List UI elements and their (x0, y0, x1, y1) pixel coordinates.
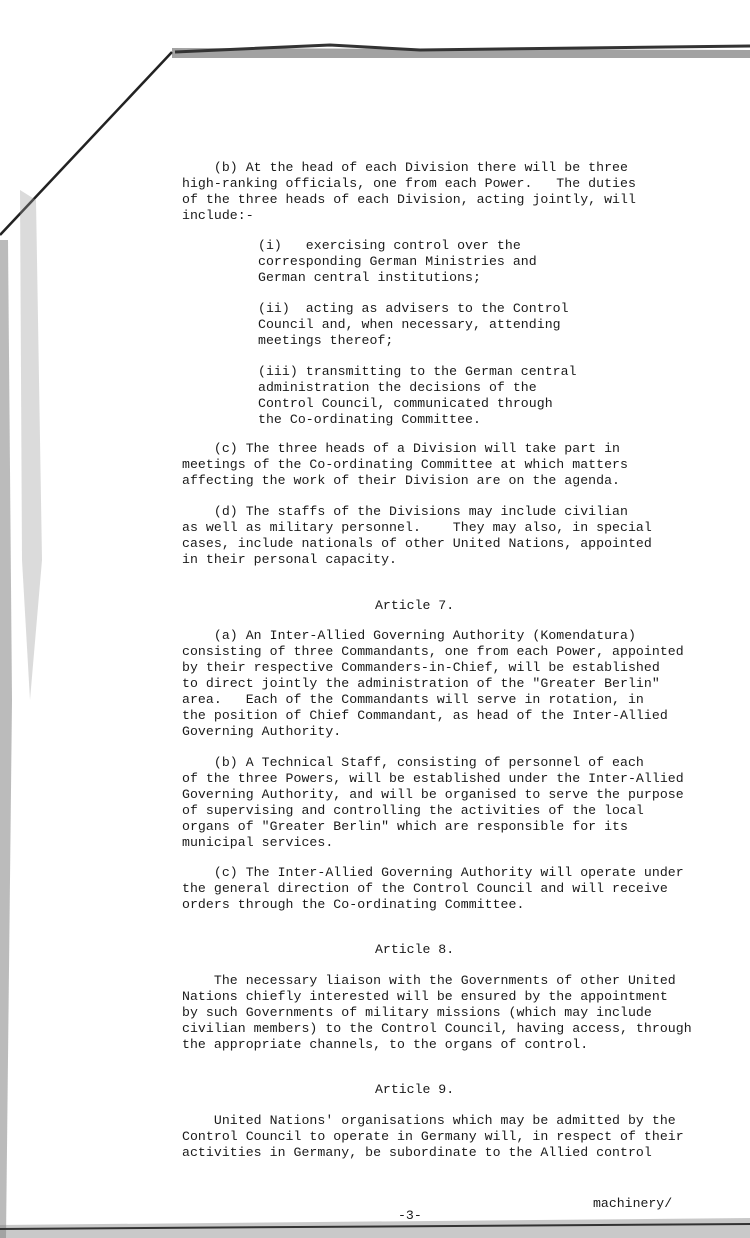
text-line: meetings of the Co-ordinating Committee at which matters (182, 457, 628, 472)
item-ii (258, 301, 569, 349)
text-line: administration the decisions of the (258, 380, 537, 395)
text-line: the Co-ordinating Committee. (258, 412, 481, 427)
text-line: (iii) transmitting to the German central (258, 364, 577, 379)
text-line: the position of Chief Commandant, as head of the Inter-Allied (182, 708, 668, 723)
text-line: (b) At the head of each Division there will be three (182, 160, 628, 175)
article-7-paragraph-a (182, 628, 684, 740)
text-line: of the three Powers, will be established under the Inter-Allied (182, 771, 684, 786)
text-line: (c) The Inter-Allied Governing Authority will operate under (182, 865, 684, 880)
article-9-heading: Article 9. (375, 1082, 455, 1097)
article-9-paragraph (182, 1113, 684, 1161)
text-line: to direct jointly the administration of the "Greater Berlin" (182, 676, 660, 691)
item-i (258, 238, 537, 286)
text-line: municipal services. (182, 835, 334, 850)
paragraph-c (182, 441, 628, 489)
article-7-heading: Article 7. (375, 598, 455, 613)
text-line: (d) The staffs of the Divisions may include civilian (182, 504, 628, 519)
text-line: civilian members) to the Control Council, having access, through (182, 1021, 692, 1036)
text-line: (a) An Inter-Allied Governing Authority (Komendatura) (182, 628, 636, 643)
text-line: (i) exercising control over the (258, 238, 521, 253)
text-line: consisting of three Commandants, one from each Power, appointed (182, 644, 684, 659)
text-line: the general direction of the Control Council and will receive (182, 881, 668, 896)
article-7-paragraph-b (182, 755, 684, 851)
text-line: meetings thereof; (258, 333, 394, 348)
text-line: (b) A Technical Staff, consisting of personnel of each (182, 755, 644, 770)
text-line: organs of "Greater Berlin" which are responsible for its (182, 819, 628, 834)
text-line: Governing Authority, and will be organised to serve the purpose (182, 787, 684, 802)
text-line: United Nations' organisations which may be admitted by the (182, 1113, 676, 1128)
text-line: as well as military personnel. They may also, in special (182, 520, 652, 535)
text-line: by such Governments of military missions (which may include (182, 1005, 652, 1020)
paragraph-b (182, 160, 636, 224)
text-line: of the three heads of each Division, acting jointly, will (182, 192, 636, 207)
page-number: -3- (398, 1208, 422, 1223)
text-line: cases, include nationals of other United Nations, appointed (182, 536, 652, 551)
text-line: Governing Authority. (182, 724, 342, 739)
text-line: the appropriate channels, to the organs of control. (182, 1037, 589, 1052)
text-line: The necessary liaison with the Governments of other United (182, 973, 676, 988)
text-line: (ii) acting as advisers to the Control (258, 301, 569, 316)
article-8-paragraph (182, 973, 692, 1053)
text-line: German central institutions; (258, 270, 481, 285)
text-line: of supervising and controlling the activities of the local (182, 803, 644, 818)
text-line: Nations chiefly interested will be ensured by the appointment (182, 989, 668, 1004)
text-line: Control Council, communicated through (258, 396, 553, 411)
text-line: Council and, when necessary, attending (258, 317, 561, 332)
article-7-paragraph-c (182, 865, 684, 913)
text-line: orders through the Co-ordinating Committee. (182, 897, 525, 912)
text-line: affecting the work of their Division are on the agenda. (182, 473, 621, 488)
text-line: area. Each of the Commandants will serve in rotation, in (182, 692, 644, 707)
catchword: machinery/ (593, 1196, 673, 1211)
text-line: include:- (182, 208, 254, 223)
article-8-heading: Article 8. (375, 942, 455, 957)
paragraph-d (182, 504, 652, 568)
text-line: Control Council to operate in Germany will, in respect of their (182, 1129, 684, 1144)
text-line: (c) The three heads of a Division will take part in (182, 441, 621, 456)
text-line: activities in Germany, be subordinate to the Allied control (182, 1145, 652, 1160)
text-line: corresponding German Ministries and (258, 254, 537, 269)
text-line: high-ranking officials, one from each Power. The duties (182, 176, 636, 191)
text-line: in their personal capacity. (182, 552, 398, 567)
item-iii (258, 364, 577, 428)
text-line: by their respective Commanders-in-Chief, will be established (182, 660, 660, 675)
